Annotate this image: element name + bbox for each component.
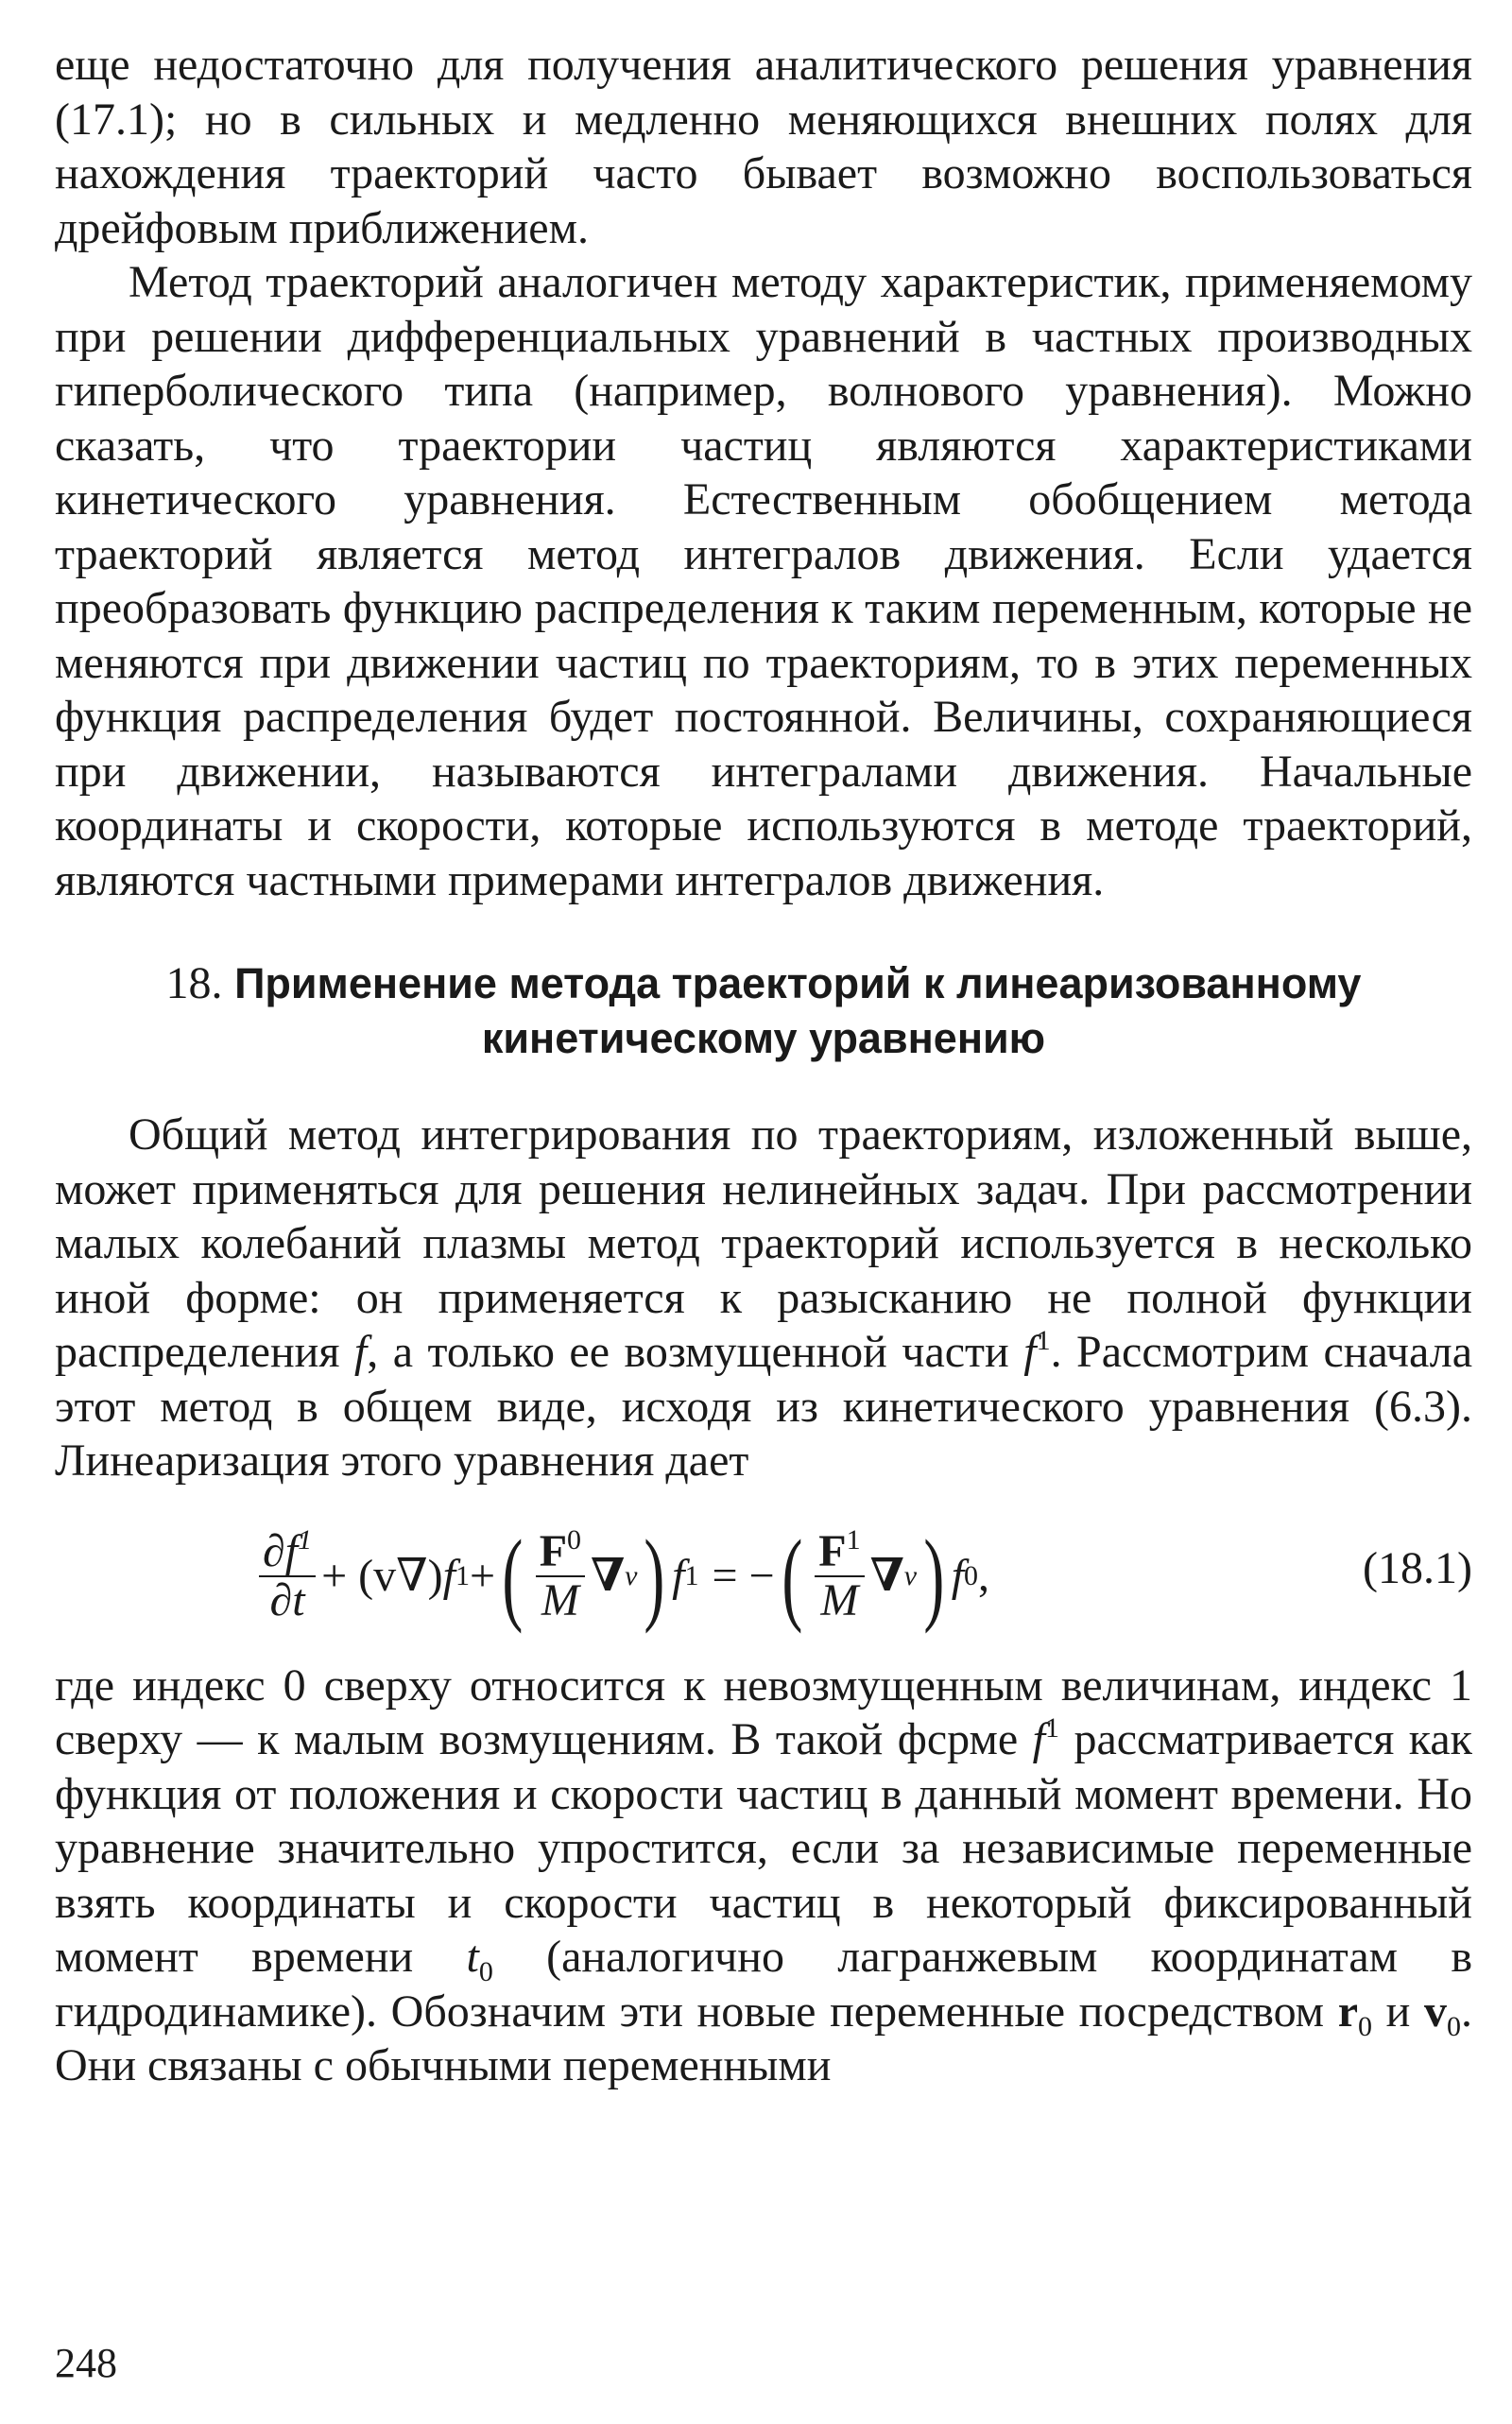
text-run: Общий метод интегрирования по траекториям, изложенный выше, может применяться для решения нелинейных задач. При рассмотрении малых колебаний плазмы метод траекторий используется в несколько иной форме: он применяется к разысканию не полной функции распределения bbox=[55, 1109, 1472, 1377]
symbol-f: f bbox=[951, 1550, 965, 1601]
symbol-t0: t bbox=[466, 1932, 479, 1982]
symbol-f1: f bbox=[1023, 1327, 1037, 1377]
symbol-f: f bbox=[353, 1327, 368, 1377]
section-heading bbox=[55, 956, 1472, 1066]
superscript: 1 bbox=[1036, 1325, 1051, 1356]
nabla-v: ∇ bbox=[869, 1550, 904, 1601]
symbol-r0: r bbox=[1337, 1986, 1358, 2037]
plus-sign: + bbox=[469, 1550, 496, 1601]
page-content bbox=[55, 38, 1472, 2093]
symbol-v0: v bbox=[1424, 1986, 1447, 2037]
page-number: 248 bbox=[55, 2340, 117, 2386]
term-convective: + (v∇) bbox=[321, 1550, 443, 1601]
paragraph-indices: где индекс 0 сверху относится к невозмущенным величинам, индекс 1 сверху — к малым возмущениям. В такой фсрме $f^1$ рассматривается как функция от положения и скорости частиц в данный момент времени. Но уравнение значительно упростится, если за независимые переменные взять координаты и скорости частиц в некоторый фиксированный момент времени $t_0$ (аналогично лагранжевым координатам в гидродинамике). Обозначим эти новые переменные посредством $r_0$ и $v_0$. Они связаны с обычными переменными bbox=[55, 1659, 1473, 2090]
section-title-line1: Применение метода траекторий к линеаризованному bbox=[234, 959, 1362, 1007]
text-run: рассматривается как функция от положения и скорости частиц в данный момент времени. Но уравнение значительно упростится, если за независимые переменные взять координаты и скорости частиц в некоторый фиксированный момент времени bbox=[55, 1714, 1472, 1982]
partial-derivative: $\frac{\partial f^1}{\partial t}$ bbox=[259, 1528, 316, 1625]
symbol-f1: f bbox=[1032, 1714, 1045, 1764]
section-title-line2: кинетическому уравнению bbox=[481, 1014, 1046, 1062]
symbol-f: f bbox=[442, 1550, 455, 1601]
paragraph-general-method bbox=[55, 1108, 1472, 1488]
text-run: . Рассмотрим сначала этот метод в общем виде, исходя из кинетического уравнения (6.3). Линеаризация этого уравнения дает bbox=[55, 1327, 1473, 1486]
fraction-F0-M: $\frac{F^0}{M}$ bbox=[536, 1528, 585, 1625]
text-run: где индекс 0 сверху относится к невозмущенным величинам, индекс 1 сверху — к малым возмущениям. В такой фсрме bbox=[55, 1659, 1472, 1764]
equation-number: (18.1) bbox=[1363, 1542, 1472, 1593]
equals-minus: = − bbox=[712, 1550, 775, 1601]
text-run: (аналогично лагранжевым координатам в гидродинамике). Обозначим эти новые переменные посредством bbox=[55, 1932, 1473, 2037]
text-run: и bbox=[1372, 1986, 1424, 2037]
fraction-F1-M: $\frac{F^1}{M}$ bbox=[815, 1528, 864, 1625]
paragraph-continuation: еще недостаточно для получения аналитического решения уравнения (17.1); но в сильных и медленно меняющихся внешних полях для нахождения траекторий часто бывает возможно воспользоваться дрейфовым приближением. bbox=[55, 40, 1472, 253]
paragraph-trajectory-method: Метод траекторий аналогичен методу характеристик, применяемому при решении дифференциальных уравнений в частных производных гиперболического типа (например, волнового уравнения). Можно сказать, что траектории частиц являются характеристиками кинетического уравнения. Естественным обобщением метода траекторий является метод интегралов движения. Если удается преобразовать функцию распределения к таким переменным, которые не меняются при движении частиц по траекториям, то в этих переменных функция распределения будет постоянной. Величины, сохраняющиеся при движении, называются интегралами движения. Начальные координаты и скорости, которые используются в методе траекторий, являются частными примерами интегралов движения. bbox=[55, 257, 1472, 905]
equation-18-1 bbox=[55, 1505, 1472, 1638]
text-run: . Они связаны с обычными переменными bbox=[55, 1986, 1472, 2090]
text-run: , а только ее возмущенной части bbox=[367, 1327, 1024, 1377]
symbol-f: f bbox=[672, 1550, 685, 1601]
nabla-v: ∇ bbox=[591, 1550, 626, 1601]
equation-body: $\frac{\partial f^1}{\partial t}$ + (v∇) f 1 + ( $\frac{F^0}{M}$ ∇ v ) f 1 = − ( $\frac{F^1}{M}$ ∇ v ) f 0 , bbox=[253, 1524, 989, 1628]
section-number: 18. bbox=[165, 958, 223, 1008]
